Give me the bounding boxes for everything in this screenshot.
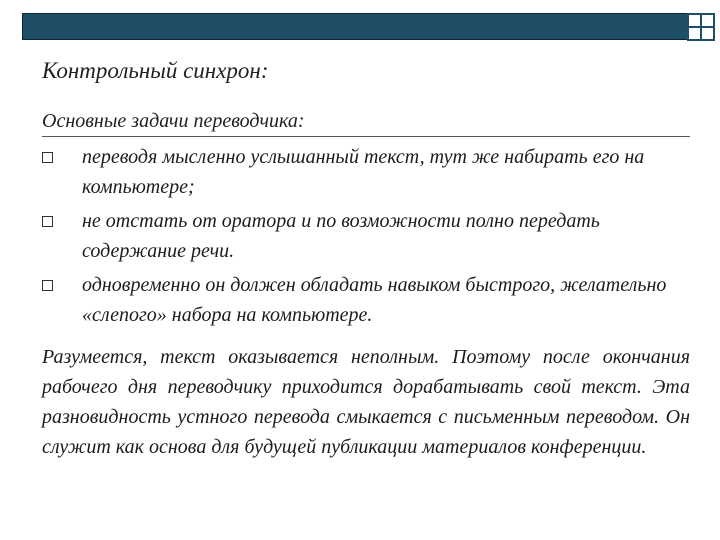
list-item-text: не отстать от оратора и по возможности полно передать содержание речи. xyxy=(82,210,600,262)
bullet-list xyxy=(42,142,692,334)
list-item-text: одновременно он должен обладать навыком быстрого, желательно «слепого» набора на компьютере. xyxy=(82,274,667,326)
section-heading: Основные задачи переводчика: xyxy=(42,110,305,132)
hollow-square-bullet-icon xyxy=(42,152,53,163)
hollow-square-bullet-icon xyxy=(42,280,53,291)
hollow-square-bullet-icon xyxy=(42,216,53,227)
list-item xyxy=(42,270,692,330)
corner-square-decoration xyxy=(700,26,715,41)
body-paragraph: Разумеется, текст оказывается неполным. Поэтому после окончания рабочего дня переводчику приходится дорабатывать свой текст. Эта разновидность устного перевода смыкается с письменным переводом. Он служит как основа для будущей публикации материалов конференции. xyxy=(42,346,690,458)
divider xyxy=(42,136,690,137)
list-item xyxy=(42,142,692,202)
header-bar xyxy=(22,13,688,40)
slide-title: Контрольный синхрон: xyxy=(42,58,269,83)
list-item xyxy=(42,206,692,266)
list-item-text: переводя мысленно услышанный текст, тут же набирать его на компьютере; xyxy=(82,146,645,198)
